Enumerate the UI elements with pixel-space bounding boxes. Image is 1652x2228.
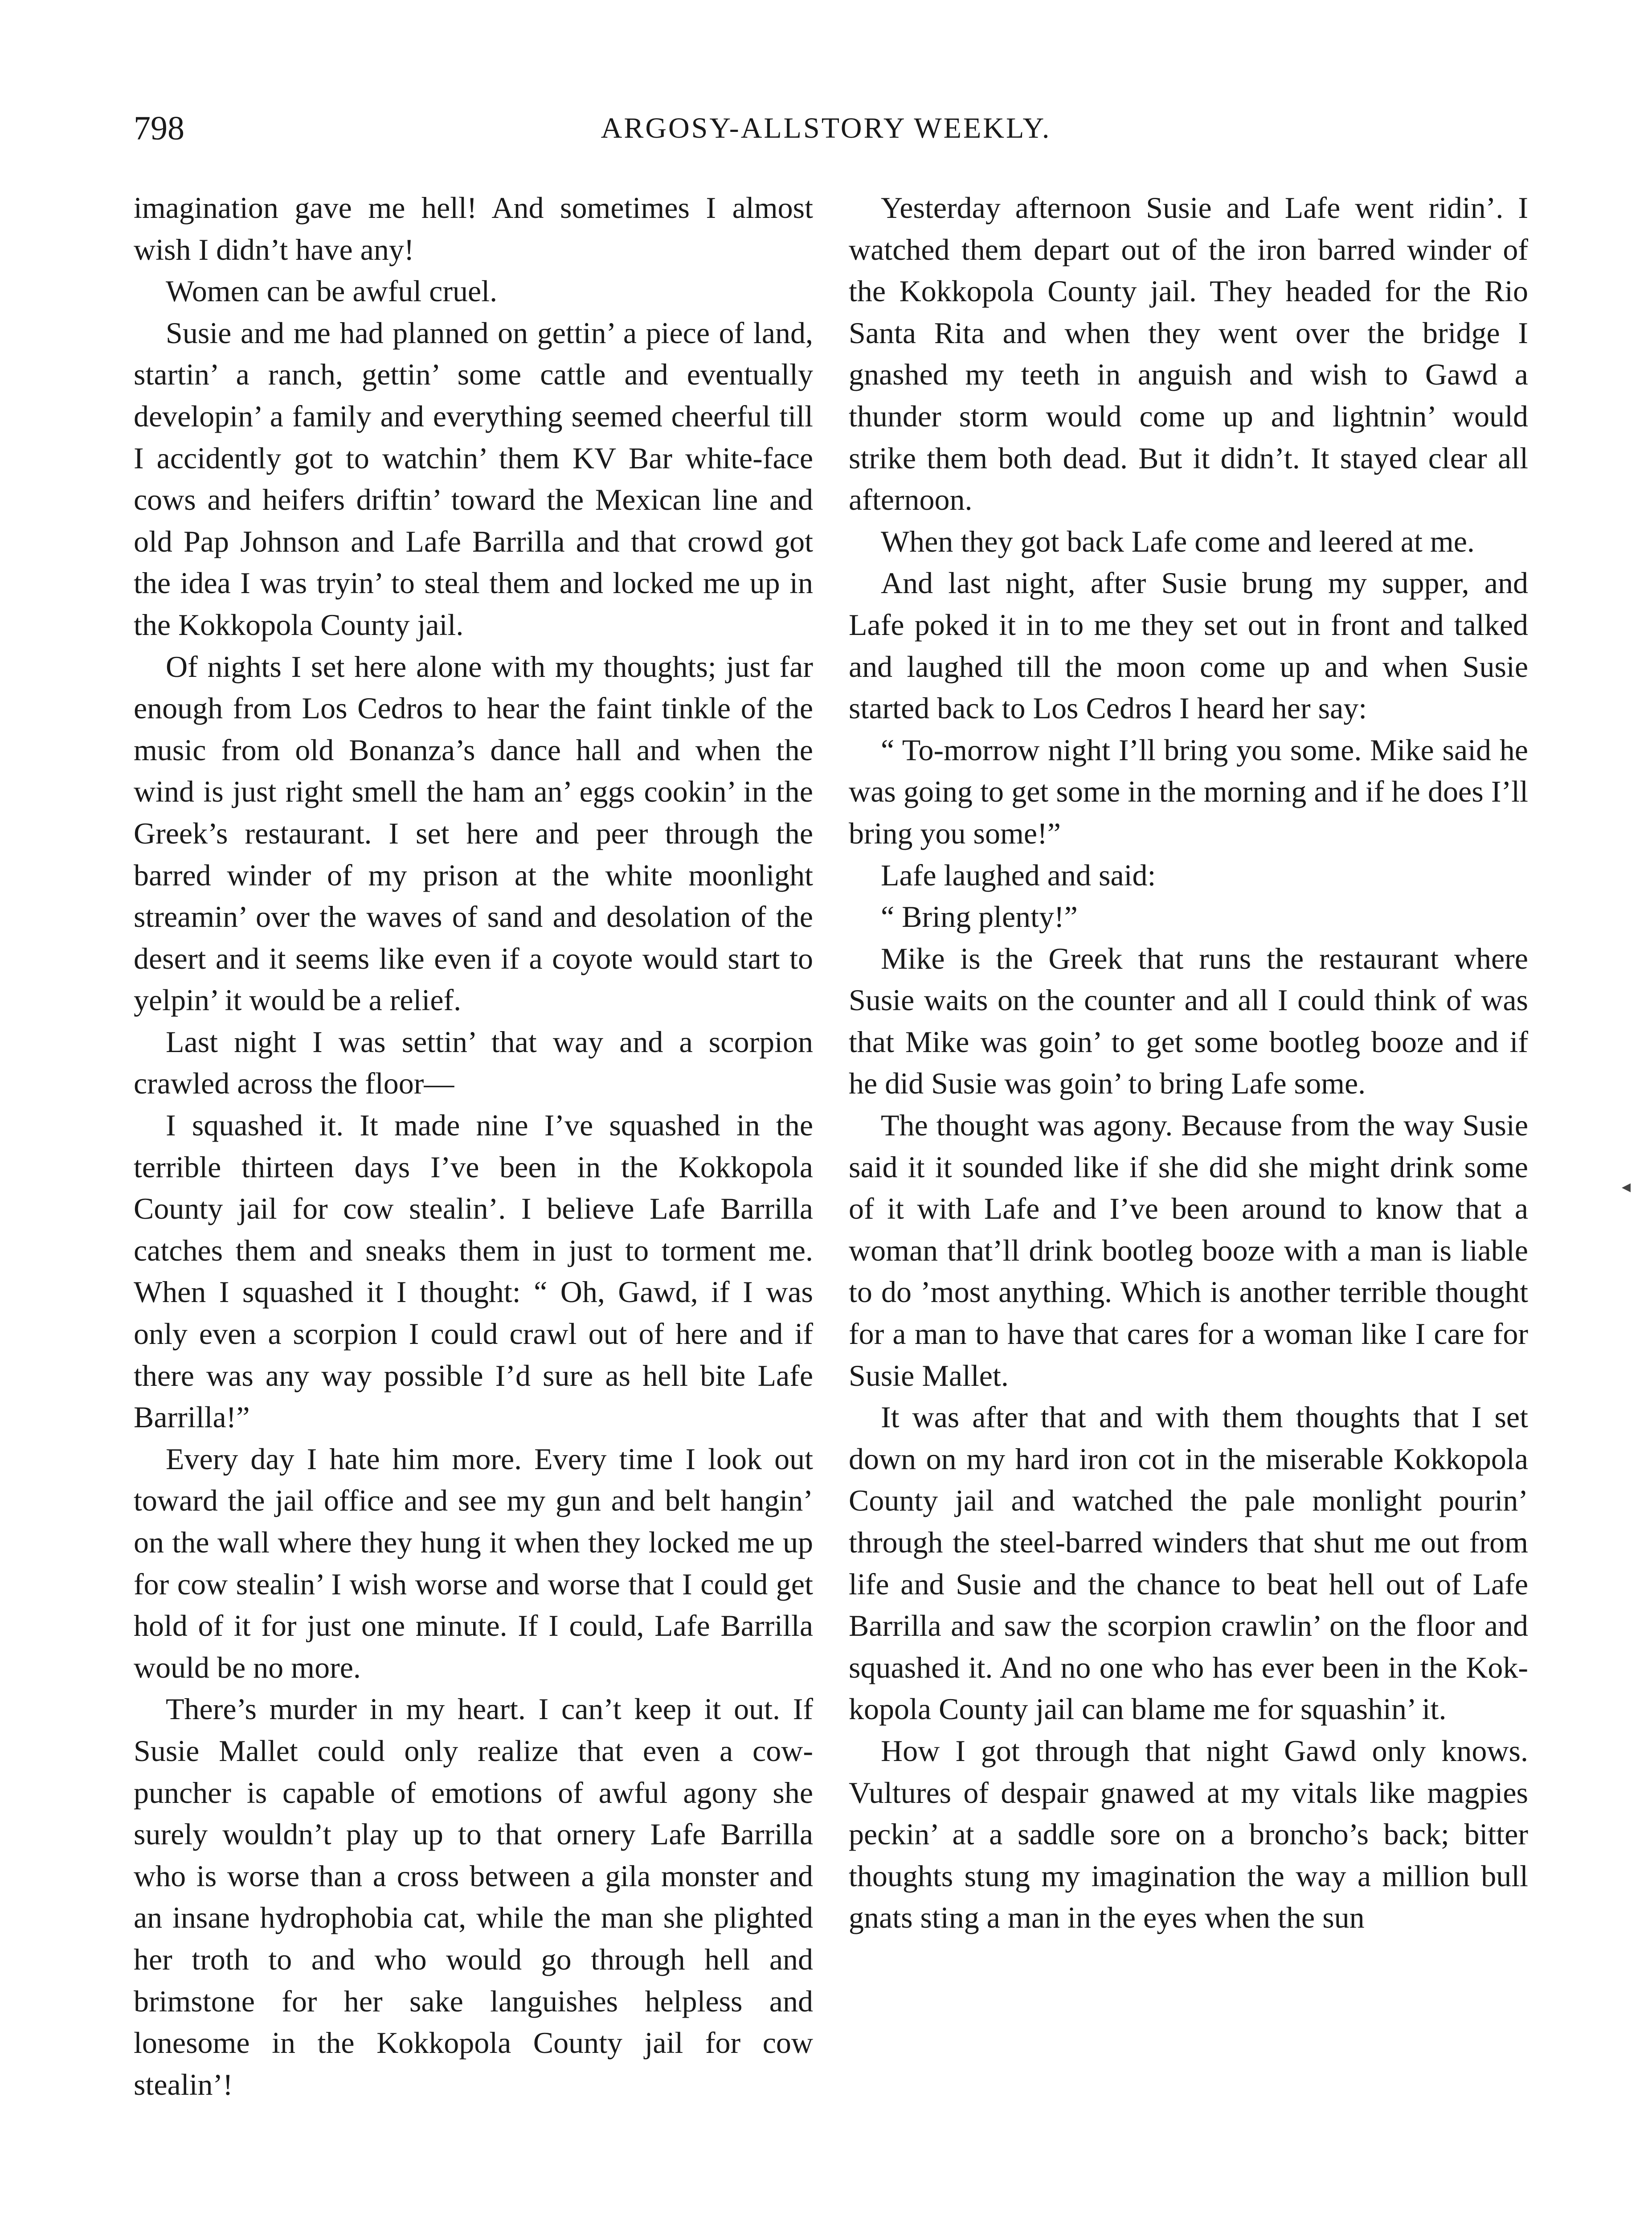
right-column <box>849 187 1528 1939</box>
page-number: 798 <box>134 110 184 147</box>
paragraph: imagination gave me hell! And sometimes I almost wish I didn’t have any! <box>134 191 813 266</box>
paragraph: There’s murder in my heart. I can’t keep it out. If Susie Mallet could only realize that even a cow-puncher is capable of emotions of awful agony she surely wouldn’t play up to that ornery Lafe Barrilla who is worse than a cross between a gila monster and an insane hydrophobia cat, while the man she plighted her troth to and who would go through hell and brimstone for her sake languishes helpless and lonesome in the Kokkopola County jail for cow stealin’! <box>134 1692 813 2101</box>
margin-mark: ◂ <box>1622 1177 1631 1196</box>
paragraph: Yesterday afternoon Susie and Lafe went ridin’. I watched them depart out of the iron barred winder of the Kokkopola County jail. They headed for the Rio Santa Rita and when they went over the bridge I gnashed my teeth in anguish and wish to Gawd a thunder storm would come up and lightnin’ would strike them both dead. But it didn’t. It stayed clear all afternoon. <box>849 191 1528 517</box>
paragraph: “ To-morrow night I’ll bring you some. Mike said he was going to get some in the morning and if he does I’ll bring you some!” <box>849 733 1528 850</box>
paragraph: Of nights I set here alone with my thoughts; just far enough from Los Cedros to hear the faint tinkle of the music from old Bonanza’s dance hall and when the wind is just right smell the ham an’ eggs cookin’ in the Greek’s restaurant. I set here and peer through the barred winder of my prison at the white moonlight streamin’ over the waves of sand and desolation of the desert and it seems like even if a coyote would start to yelpin’ it would be a relief. <box>134 649 813 1017</box>
paragraph: How I got through that night Gawd only knows. Vultures of despair gnawed at my vitals like magpies peckin’ at a saddle sore on a broncho’s back; bitter thoughts stung my imagination the way a million bull gnats sting a man in the eyes when the sun <box>849 1733 1528 1935</box>
paragraph: Women can be awful cruel. <box>166 274 498 308</box>
paragraph: And last night, after Susie brung my supper, and Lafe poked it in to me they set out in front and talked and laughed till the moon come up and when Susie started back to Los Cedros I heard her say: <box>849 566 1528 725</box>
paragraph: It was after that and with them thoughts that I set down on my hard iron cot in the miserable Kokkopola County jail and watched the pale monlight pourin’ through the steel-barred winders that shut me out from life and Susie and the chance to beat hell out of Lafe Barrilla and saw the scorpion crawlin’ on the floor and squashed it. And no one who has ever been in the Kokkopola County jail can blame me for squashin’ it. <box>849 1400 1528 1726</box>
paragraph: Every day I hate him more. Every time I look out toward the jail office and see my gun and belt hangin’ on the wall where they hung it when they locked me up for cow stealin’ I wish worse and worse that I could get hold of it for just one minute. If I could, Lafe Barrilla would be no more. <box>134 1442 813 1684</box>
running-head: ARGOSY-ALLSTORY WEEKLY. <box>601 112 1051 144</box>
paragraph: Lafe laughed and said: <box>881 858 1156 892</box>
paragraph: Susie and me had planned on gettin’ a piece of land, startin’ a ranch, gettin’ some cattle and eventually developin’ a family and everything seemed cheerful till I accidently got to watchin’ them KV Bar white-face cows and heifers driftin’ toward the Mexican line and old Pap Johnson and Lafe Barrilla and that crowd got the idea I was tryin’ to steal them and locked me up in the Kokkopola County jail. <box>134 315 813 642</box>
paragraph: I squashed it. It made nine I’ve squashed in the terrible thirteen days I’ve been in the Kokkopola County jail for cow stealin’. I believe Lafe Barrilla catches them and sneaks them in just to torment me. When I squashed it I thought: “ Oh, Gawd, if I was only even a scorpion I could crawl out of here and if there was any way possible I’d sure as hell bite Lafe Barrilla!” <box>134 1108 813 1434</box>
paragraph: Mike is the Greek that runs the restaurant where Susie waits on the counter and all I could think of was that Mike was goin’ to get some bootleg booze and if he did Susie was goin’ to bring Lafe some. <box>849 941 1528 1101</box>
paragraph: When they got back Lafe come and leered at me. <box>881 524 1475 558</box>
paragraph: Last night I was settin’ that way and a scorpion crawled across the floor— <box>134 1024 813 1101</box>
paragraph: “ Bring plenty!” <box>881 900 1078 934</box>
left-column <box>134 187 813 2105</box>
paragraph: The thought was agony. Because from the way Susie said it it sounded like if she did she might drink some of it with Lafe and I’ve been around to know that a woman that’ll drink bootleg booze with a man is liable to do ’most anything. Which is another terrible thought for a man to have that cares for a woman like I care for Susie Mallet. <box>849 1108 1528 1392</box>
